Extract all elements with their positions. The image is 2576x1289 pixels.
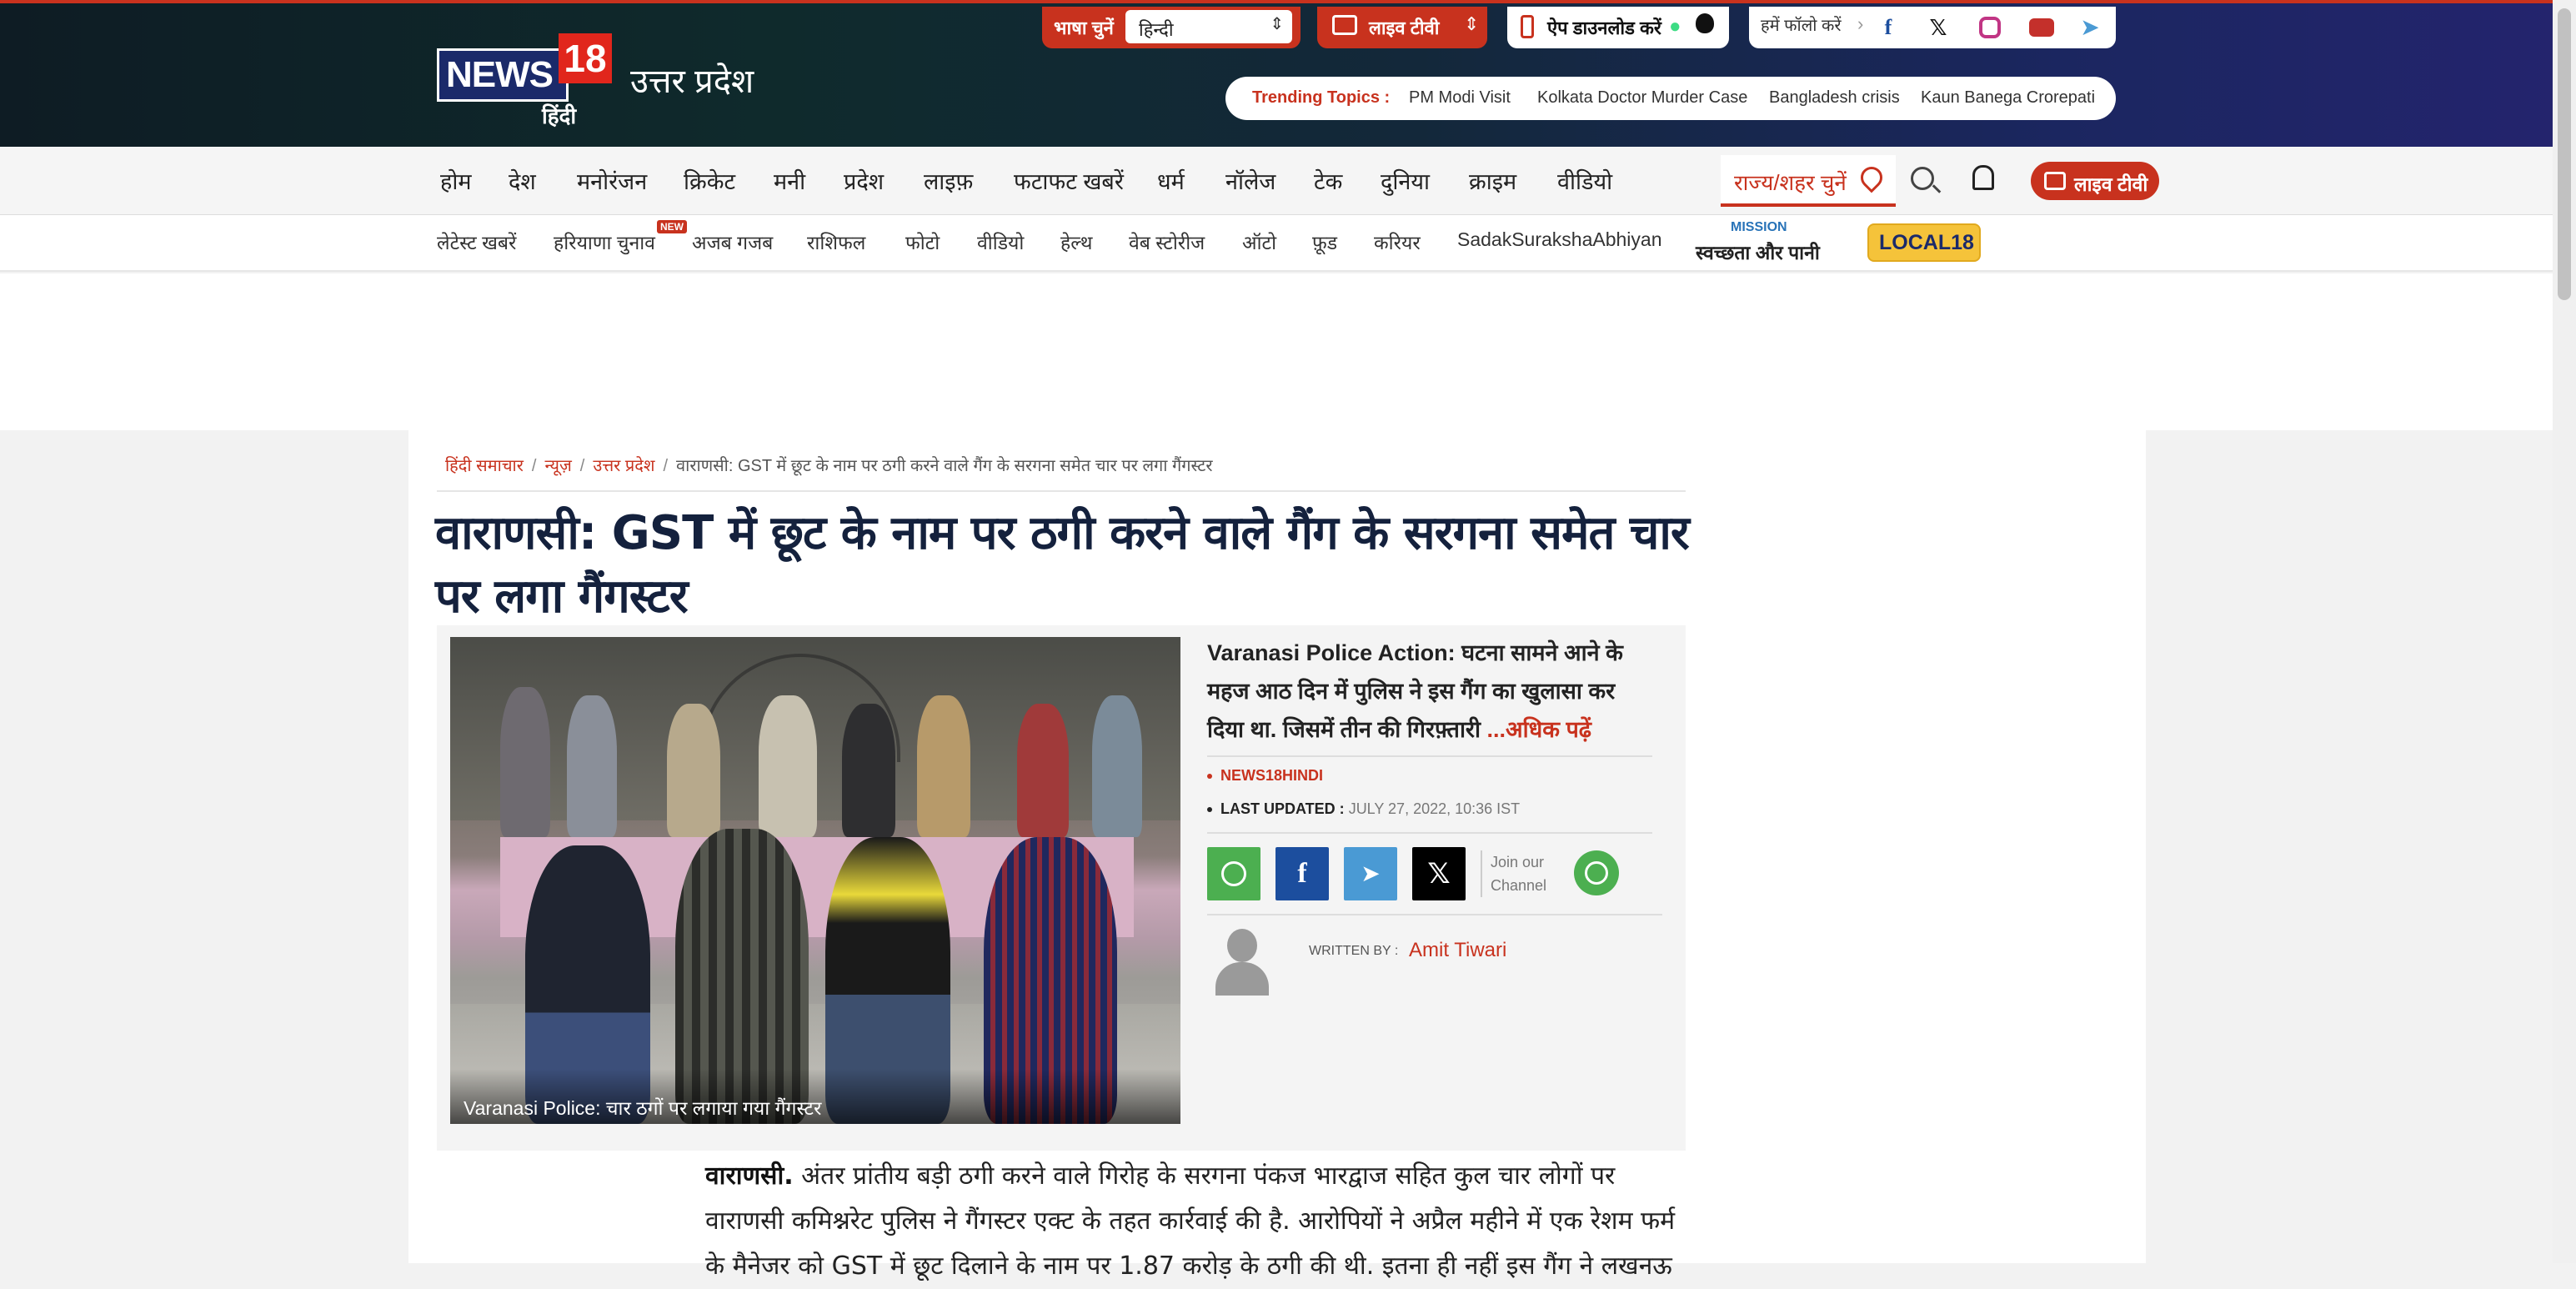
- youtube-icon[interactable]: [2027, 13, 2056, 42]
- bell-icon[interactable]: [1972, 165, 1994, 190]
- author-avatar: [1210, 925, 1274, 996]
- live-tv-button-label: लाइव टीवी: [2074, 173, 2148, 195]
- instagram-icon[interactable]: [1976, 13, 2004, 42]
- sub-nav: [0, 215, 2576, 272]
- share-facebook-button[interactable]: f: [1275, 847, 1329, 900]
- featured-section: [437, 625, 1686, 1151]
- divider: [1207, 832, 1652, 834]
- nav-item-dharm[interactable]: धर्म: [1157, 169, 1185, 194]
- breadcrumb-up[interactable]: उत्तर प्रदेश: [593, 457, 655, 475]
- body-line: अंतर प्रांतीय बड़ी ठगी करने वाले गिरोह के सरगना पंकज भारद्वाज सहित कुल चार लोगों पर: [793, 1161, 1616, 1191]
- trending-topics-bar: [1225, 77, 2116, 120]
- source-name[interactable]: NEWS18HINDI: [1220, 767, 1324, 784]
- subnav-item-latest[interactable]: लेटेस्ट खबरें: [437, 232, 517, 253]
- top-header: [0, 0, 2576, 147]
- subnav-item-haryana-election[interactable]: हरियाणा चुनाव: [554, 232, 655, 253]
- facebook-icon[interactable]: f: [1884, 15, 1892, 39]
- x-icon[interactable]: 𝕏: [1929, 15, 1947, 40]
- nav-item-cricket[interactable]: क्रिकेट: [684, 169, 736, 194]
- logo-box: [437, 48, 569, 102]
- author-name[interactable]: Amit Tiwari: [1409, 939, 1507, 961]
- app-download-label: ऐप डाउनलोड करें: [1547, 18, 1661, 38]
- nav-item-knowledge[interactable]: नॉलेज: [1225, 169, 1276, 194]
- mission-title: स्वच्छता और पानी: [1696, 242, 1820, 263]
- new-badge: NEW: [657, 220, 687, 233]
- body-lead: वाराणसी.: [705, 1161, 794, 1191]
- bullet: [1207, 774, 1212, 779]
- subnav-item-career[interactable]: करियर: [1374, 232, 1421, 253]
- join-channel-label: [1481, 850, 1546, 897]
- photo-person: [567, 695, 617, 837]
- trending-topic[interactable]: Kaun Banega Crorepati: [1921, 88, 2096, 107]
- live-tv-dropdown[interactable]: [1317, 7, 1487, 48]
- nav-item-home[interactable]: होम: [440, 169, 472, 194]
- main-nav: [0, 147, 2576, 215]
- nav-item-crime[interactable]: क्राइम: [1469, 169, 1517, 194]
- photo-caption: [450, 1069, 1180, 1124]
- tv-icon: [1332, 15, 1357, 35]
- nav-item-money[interactable]: मनी: [774, 169, 806, 194]
- last-updated-label: LAST UPDATED :: [1220, 800, 1345, 817]
- article-summary: [1207, 634, 1657, 749]
- live-tv-button[interactable]: [2031, 162, 2159, 200]
- photo-person: [667, 704, 720, 837]
- language-selected: हिन्दी: [1139, 19, 1174, 40]
- nav-item-video[interactable]: वीडियो: [1557, 169, 1613, 194]
- subnav-item-web-stories[interactable]: वेब स्टोरीज: [1129, 232, 1205, 253]
- breadcrumb-home[interactable]: हिंदी समाचार: [445, 457, 524, 475]
- photo-person: [759, 695, 817, 837]
- android-icon[interactable]: ●: [1669, 15, 1681, 38]
- join-line1: Join our: [1491, 854, 1545, 870]
- apple-icon[interactable]: [1696, 13, 1714, 33]
- follow-label: हमें फॉलो करें: [1761, 17, 1842, 35]
- language-label: भाषा चुनें: [1054, 18, 1114, 38]
- tv-icon: [2044, 172, 2066, 190]
- language-select[interactable]: [1125, 10, 1292, 43]
- divider: [1207, 755, 1652, 757]
- body-line: के मैनेजर को GST में छूट दिलाने के नाम पर 1.87 करोड़ के ठगी की थी. इतना ही नहीं इस गैंग ने लखनऊ: [705, 1251, 1672, 1281]
- photo-person: [917, 695, 970, 837]
- subnav-item-rashifal[interactable]: राशिफल: [807, 232, 866, 253]
- subnav-item-auto[interactable]: ऑटो: [1242, 232, 1277, 253]
- share-whatsapp-button[interactable]: [1207, 847, 1260, 900]
- telegram-icon[interactable]: ➤: [2080, 14, 2100, 40]
- subnav-item-health[interactable]: हेल्थ: [1060, 232, 1093, 253]
- divider: [437, 490, 1686, 492]
- nav-item-fatafat[interactable]: फटाफट खबरें: [1014, 169, 1124, 194]
- join-line2: Channel: [1491, 877, 1547, 894]
- app-download[interactable]: [1507, 7, 1729, 48]
- updown-chevron-icon: ⇕: [1270, 15, 1284, 33]
- search-icon[interactable]: [1911, 167, 1934, 190]
- subnav-item-video[interactable]: वीडियो: [977, 232, 1025, 253]
- breadcrumb: हिंदी समाचार / न्यूज़ / उत्तर प्रदेश / वाराणसी: GST में छूट के नाम पर ठगी करने वाले गैंग के सरगना समेत चार पर लगा गैंगस्टर: [445, 457, 1213, 475]
- share-x-button[interactable]: 𝕏: [1412, 847, 1466, 900]
- ad-space: [0, 273, 2576, 430]
- whatsapp-channel-icon[interactable]: [1574, 850, 1619, 895]
- breadcrumb-news[interactable]: न्यूज़: [544, 457, 572, 475]
- follow-us: [1749, 7, 2116, 48]
- mission-swachhta-link[interactable]: [1696, 218, 1837, 263]
- subnav-item-ajab-gajab[interactable]: अजब गजब: [692, 232, 774, 253]
- logo-hindi-text: हिंदी: [542, 103, 577, 128]
- photo-caption-text: Varanasi Police: चार ठगों पर लगाया गया गैंगस्टर: [464, 1097, 822, 1119]
- trending-topic[interactable]: Kolkata Doctor Murder Case: [1537, 88, 1748, 107]
- subnav-item-food[interactable]: फ़ूड: [1312, 232, 1338, 253]
- last-updated-value: JULY 27, 2022, 10:36 IST: [1348, 800, 1521, 817]
- page-scrollbar[interactable]: [2553, 0, 2576, 1263]
- location-pin-icon: [1857, 163, 1887, 193]
- local18-link[interactable]: [1867, 223, 1981, 262]
- nav-item-life[interactable]: लाइफ़: [924, 169, 974, 194]
- trending-label: Trending Topics :: [1252, 88, 1391, 107]
- news18-logo[interactable]: [437, 33, 612, 128]
- article-headline: वाराणसी: GST में छूट के नाम पर ठगी करने वाले गैंग के सरगना समेत चार पर लगा गैंगस्टर: [435, 506, 1689, 624]
- divider: [1207, 914, 1662, 915]
- written-by-label: WRITTEN BY :: [1309, 944, 1399, 958]
- nav-item-tech[interactable]: टेक: [1314, 169, 1343, 194]
- trending-topic[interactable]: PM Modi Visit: [1409, 88, 1511, 107]
- updown-chevron-icon: ⇕: [1464, 13, 1480, 34]
- article-container: [408, 430, 2146, 1281]
- nav-item-pradesh[interactable]: प्रदेश: [844, 169, 885, 194]
- nav-item-desh[interactable]: देश: [509, 169, 536, 194]
- article-body: [705, 1154, 1697, 1289]
- subnav-item-sadak-suraksha[interactable]: SadakSurakshaAbhiyan: [1457, 228, 1662, 250]
- body-line: वाराणसी कमिश्नरेट पुलिस ने गैंगस्टर एक्ट के तहत कार्रवाई की है. आरोपियों ने अप्रैल महीने में एक रेशम फर्म: [705, 1206, 1676, 1236]
- logo-news-text: NEWS: [446, 54, 553, 95]
- photo-person: [500, 687, 550, 837]
- photo-person: [842, 704, 895, 837]
- nav-item-entertainment[interactable]: मनोरंजन: [577, 169, 648, 194]
- read-more-link[interactable]: ...अधिक पढ़ें: [1486, 717, 1591, 742]
- nav-item-world[interactable]: दुनिया: [1381, 169, 1430, 194]
- share-telegram-button[interactable]: ➤: [1344, 847, 1397, 900]
- photo-person: [1092, 695, 1142, 837]
- live-tv-label: लाइव टीवी: [1369, 18, 1440, 38]
- photo-person: [1017, 704, 1069, 837]
- last-updated: [1207, 800, 1520, 818]
- state-city-label: राज्य/शहर चुनें: [1734, 170, 1847, 195]
- trending-topic[interactable]: Bangladesh crisis: [1769, 88, 1900, 107]
- chevron-right-icon: ›: [1857, 13, 1864, 34]
- state-city-select-button[interactable]: [1721, 155, 1896, 207]
- local18-label: LOCAL18: [1879, 231, 1974, 254]
- breadcrumb-current: वाराणसी: GST में छूट के नाम पर ठगी करने वाले गैंग के सरगना समेत चार पर लगा गैंगस्टर: [676, 457, 1213, 475]
- phone-icon: [1521, 15, 1534, 38]
- summary-text: Varanasi Police Action: घटना सामने आने के महज आठ दिन में पुलिस ने इस गैंग का खुलासा कर दिया था. जिसमें तीन की गिरफ़्तारी: [1207, 640, 1623, 742]
- source-byline: [1207, 767, 1323, 785]
- language-selector: [1042, 7, 1301, 48]
- scrollbar-thumb[interactable]: [2558, 8, 2571, 300]
- logo-18-badge: 18: [559, 33, 612, 83]
- bullet: [1207, 807, 1212, 812]
- subnav-item-photo[interactable]: फोटो: [905, 232, 940, 253]
- region-title: उत्तर प्रदेश: [630, 63, 754, 100]
- mission-label: MISSION: [1731, 220, 1787, 234]
- article-photo[interactable]: [450, 637, 1180, 1124]
